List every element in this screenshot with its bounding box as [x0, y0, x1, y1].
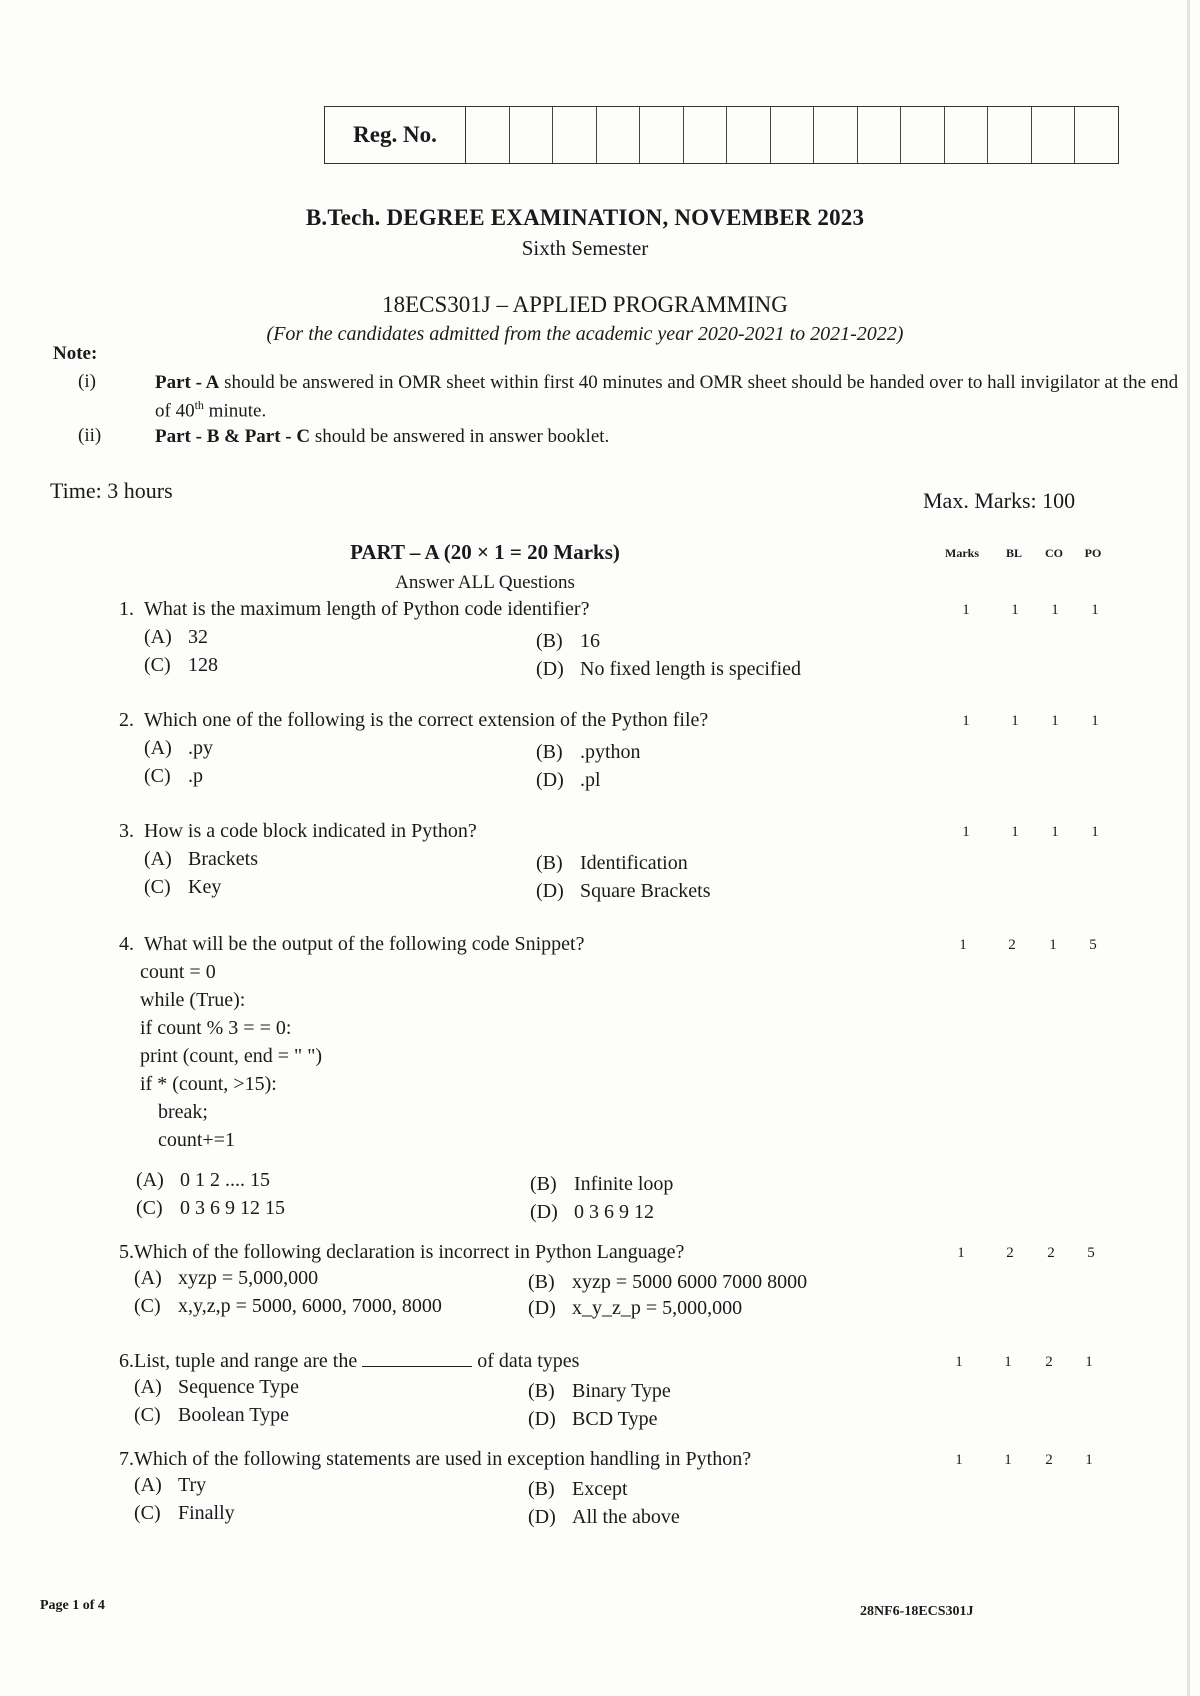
co-value: 1	[1049, 937, 1057, 953]
bl-value: 1	[1004, 1354, 1012, 1370]
option-d: (D) No fixed length is specified	[536, 658, 802, 680]
option-a: (A) 0 1 2 .... 15	[136, 1169, 270, 1191]
option-c: (C) 0 3 6 9 12 15	[136, 1197, 285, 1219]
fill-in-blank	[362, 1350, 472, 1367]
question-number: 3.	[119, 820, 134, 842]
option-b: (B) xyzp = 5000 6000 7000 8000	[528, 1271, 808, 1293]
option-b: (B) Binary Type	[528, 1380, 671, 1402]
question-text: What will be the output of the following code Snippet?	[144, 933, 585, 955]
reg-number-box	[324, 106, 1119, 164]
marks-value: 1	[955, 1354, 963, 1370]
option-d: (D) Square Brackets	[536, 880, 711, 902]
reg-number-cell	[684, 107, 728, 163]
po-value: 1	[1085, 1452, 1093, 1468]
max-marks: Max. Marks: 100	[923, 488, 1076, 513]
semester: Sixth Semester	[521, 236, 649, 260]
question-number: 4.	[119, 933, 134, 955]
question-number: 1.	[119, 598, 134, 620]
paper-code: 28NF6-18ECS301J	[860, 1604, 974, 1619]
page-number: Page 1 of 4	[40, 1598, 105, 1613]
code-line: if count % 3 = = 0:	[140, 1017, 292, 1039]
co-value: 2	[1047, 1245, 1055, 1261]
option-d: (D) BCD Type	[528, 1408, 658, 1430]
bl-value: 1	[1011, 602, 1019, 618]
reg-number-cell	[901, 107, 945, 163]
option-d: (D) x_y_z_p = 5,000,000	[528, 1297, 743, 1319]
reg-number-cell	[771, 107, 815, 163]
marks-value: 1	[955, 1452, 963, 1468]
bl-value: 1	[1011, 713, 1019, 729]
co-value: 1	[1051, 824, 1059, 840]
question-text: Which of the following declaration is incorrect in Python Language?	[134, 1241, 685, 1263]
question-text: Which of the following statements are used in exception handling in Python?	[134, 1448, 752, 1470]
reg-number-cell	[1075, 107, 1118, 163]
reg-number-cell	[640, 107, 684, 163]
option-b: (B) Except	[528, 1478, 628, 1500]
column-header-marks: Marks	[945, 546, 979, 560]
reg-number-cells	[466, 107, 1118, 163]
note-label: Note:	[53, 343, 98, 364]
column-header-bl: BL	[1005, 546, 1022, 560]
reg-number-label: Reg. No.	[325, 107, 466, 163]
option-c: (C) Key	[144, 876, 222, 898]
option-a: (A) .py	[144, 737, 213, 759]
reg-number-cell	[553, 107, 597, 163]
reg-number-cell	[814, 107, 858, 163]
bl-value: 1	[1011, 824, 1019, 840]
bl-value: 2	[1008, 937, 1016, 953]
admission-note: (For the candidates admitted from the academic year 2020-2021 to 2021-2022)	[266, 323, 904, 345]
co-value: 2	[1045, 1452, 1053, 1468]
question-text: What is the maximum length of Python code identifier?	[144, 598, 590, 620]
marks-value: 1	[957, 1245, 965, 1261]
note-number: (ii)	[78, 425, 102, 446]
exam-duration: Time: 3 hours	[50, 478, 173, 503]
option-a: (A) 32	[144, 626, 208, 648]
option-b: (B) .python	[536, 741, 641, 763]
note-text: Part - A should be answered in OMR sheet within first 40 minutes and OMR sheet should be handed over to hall invigilator at the end of 40th minute.	[155, 372, 1179, 422]
po-value: 1	[1091, 824, 1099, 840]
code-line: count+=1	[158, 1129, 235, 1151]
course-title: 18ECS301J – APPLIED PROGRAMMING	[382, 292, 788, 317]
reg-number-cell	[597, 107, 641, 163]
part-a-subtitle: Answer ALL Questions	[395, 572, 575, 593]
reg-number-cell	[1032, 107, 1076, 163]
option-d: (D) .pl	[536, 769, 601, 791]
po-value: 5	[1087, 1245, 1095, 1261]
option-c: (C) .p	[144, 765, 203, 787]
code-line: while (True):	[140, 989, 246, 1011]
reg-number-cell	[858, 107, 902, 163]
option-a: (A) xyzp = 5,000,000	[134, 1267, 319, 1289]
co-value: 1	[1051, 602, 1059, 618]
marks-value: 1	[962, 602, 970, 618]
option-a: (A) Sequence Type	[134, 1376, 299, 1398]
option-c: (C) Finally	[134, 1502, 235, 1524]
co-value: 2	[1045, 1354, 1053, 1370]
exam-title: B.Tech. DEGREE EXAMINATION, NOVEMBER 2023	[305, 205, 865, 230]
code-line: count = 0	[140, 961, 216, 983]
po-value: 1	[1091, 713, 1099, 729]
question-number: 5.	[119, 1241, 134, 1263]
marks-value: 1	[962, 824, 970, 840]
reg-number-cell	[945, 107, 989, 163]
question-text: How is a code block indicated in Python?	[144, 820, 477, 842]
option-c: (C) 128	[144, 654, 218, 676]
code-line: break;	[158, 1101, 208, 1123]
reg-number-cell	[988, 107, 1032, 163]
question-text: Which one of the following is the correct extension of the Python file?	[144, 709, 709, 731]
column-header-po: PO	[1084, 546, 1102, 560]
code-line: print (count, end = " ")	[140, 1045, 323, 1067]
po-value: 1	[1085, 1354, 1093, 1370]
marks-value: 1	[962, 713, 970, 729]
option-b: (B) 16	[536, 630, 600, 652]
code-line: if * (count, >15):	[140, 1073, 277, 1095]
reg-number-cell	[466, 107, 510, 163]
reg-number-cell	[727, 107, 771, 163]
question-number: 7.	[119, 1448, 134, 1470]
reg-number-cell	[510, 107, 554, 163]
question-number: 6.	[119, 1350, 134, 1372]
part-a-title: PART – A (20 × 1 = 20 Marks)	[350, 540, 620, 564]
co-value: 1	[1051, 713, 1059, 729]
option-b: (B) Infinite loop	[530, 1173, 674, 1195]
question-text: List, tuple and range are the of data types	[134, 1350, 580, 1372]
note-text: Part - B & Part - C should be answered in answer booklet.	[155, 426, 610, 447]
bl-value: 1	[1004, 1452, 1012, 1468]
bl-value: 2	[1006, 1245, 1014, 1261]
option-c: (C) Boolean Type	[134, 1404, 289, 1426]
option-b: (B) Identification	[536, 852, 688, 874]
option-d: (D) 0 3 6 9 12	[530, 1201, 654, 1223]
note-number: (i)	[78, 371, 96, 392]
option-c: (C) x,y,z,p = 5000, 6000, 7000, 8000	[134, 1295, 442, 1317]
option-d: (D) All the above	[528, 1506, 680, 1528]
marks-value: 1	[959, 937, 967, 953]
question-number: 2.	[119, 709, 134, 731]
po-value: 1	[1091, 602, 1099, 618]
po-value: 5	[1089, 937, 1097, 953]
scan-edge	[1187, 0, 1190, 1696]
option-a: (A) Try	[134, 1474, 207, 1496]
column-header-co: CO	[1045, 546, 1063, 560]
option-a: (A) Brackets	[144, 848, 258, 870]
